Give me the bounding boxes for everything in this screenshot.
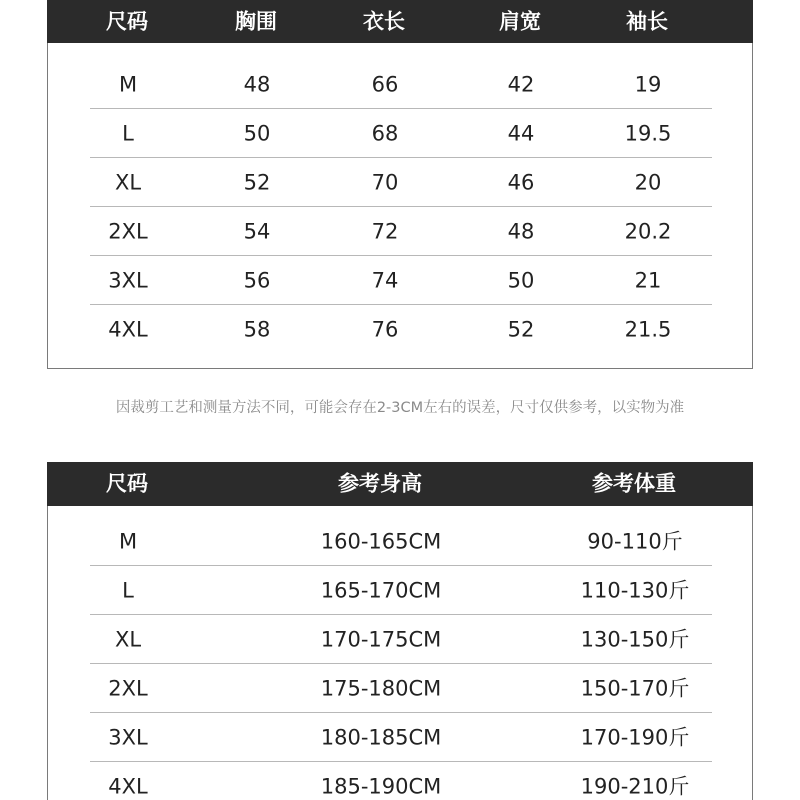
length-cell: 72 [371,219,399,243]
weight-cell: 110-130斤 [580,578,690,602]
table-row [48,762,752,800]
length-cell: 66 [371,72,399,96]
shoulder-cell: 46 [507,170,535,194]
sleeve-cell: 21 [634,268,662,292]
shoulder-cell: 42 [507,72,535,96]
table-row [48,158,752,207]
chest-cell: 56 [243,268,271,292]
length-cell: 74 [371,268,399,292]
height-cell: 165-170CM [320,578,442,602]
shoulder-cell: 44 [507,121,535,145]
sleeve-cell: 19.5 [624,121,672,145]
weight-cell: 90-110斤 [587,529,683,553]
table-row [48,109,752,158]
header-size: 尺码 [106,471,148,496]
chest-cell: 48 [243,72,271,96]
table-row [48,664,752,713]
size-table-header [47,0,753,43]
size-cell: M [118,72,138,96]
sleeve-cell: 19 [634,72,662,96]
header-shoulder: 肩宽 [499,9,541,33]
size-cell: 3XL [108,268,148,292]
height-cell: 175-180CM [320,676,442,700]
header-length: 衣长 [363,9,405,33]
size-cell: L [122,121,134,145]
size-cell: 2XL [108,219,148,243]
table-row [48,207,752,256]
weight-cell: 150-170斤 [580,676,690,700]
sleeve-cell: 20.2 [624,219,672,243]
shoulder-cell: 52 [507,317,535,341]
table-row [48,305,752,354]
table-row [48,517,752,566]
size-recommendation-table [47,462,753,800]
size-cell: 3XL [108,725,148,749]
weight-cell: 170-190斤 [580,725,690,749]
length-cell: 70 [371,170,399,194]
table-row [48,256,752,305]
length-cell: 76 [371,317,399,341]
header-height: 参考身高 [338,471,422,496]
size-cell: XL [114,627,142,651]
height-cell: 160-165CM [320,529,442,553]
height-cell: 185-190CM [320,774,442,798]
chest-cell: 50 [243,121,271,145]
chest-cell: 58 [243,317,271,341]
weight-cell: 190-210斤 [580,774,690,798]
measurement-disclaimer: 因裁剪工艺和测量方法不同，可能会存在2-3CM左右的误差，尺寸仅供参考，以实物为准 [115,400,685,416]
size-cell: M [118,529,138,553]
size-cell: XL [114,170,142,194]
shoulder-cell: 50 [507,268,535,292]
chest-cell: 54 [243,219,271,243]
table-row [48,566,752,615]
recommend-table-header [47,462,753,506]
header-weight: 参考体重 [592,471,676,496]
sleeve-cell: 21.5 [624,317,672,341]
sleeve-cell: 20 [634,170,662,194]
size-cell: L [122,578,134,602]
table-row [48,60,752,109]
size-cell: 4XL [108,774,148,798]
height-cell: 180-185CM [320,725,442,749]
size-cell: 4XL [108,317,148,341]
size-cell: 2XL [108,676,148,700]
chest-cell: 52 [243,170,271,194]
shoulder-cell: 48 [507,219,535,243]
header-size: 尺码 [106,9,148,33]
table-row [48,713,752,762]
weight-cell: 130-150斤 [580,627,690,651]
header-sleeve: 袖长 [626,9,668,33]
size-measurement-table [47,0,753,369]
length-cell: 68 [371,121,399,145]
header-chest: 胸围 [235,9,277,33]
table-row [48,615,752,664]
height-cell: 170-175CM [320,627,442,651]
